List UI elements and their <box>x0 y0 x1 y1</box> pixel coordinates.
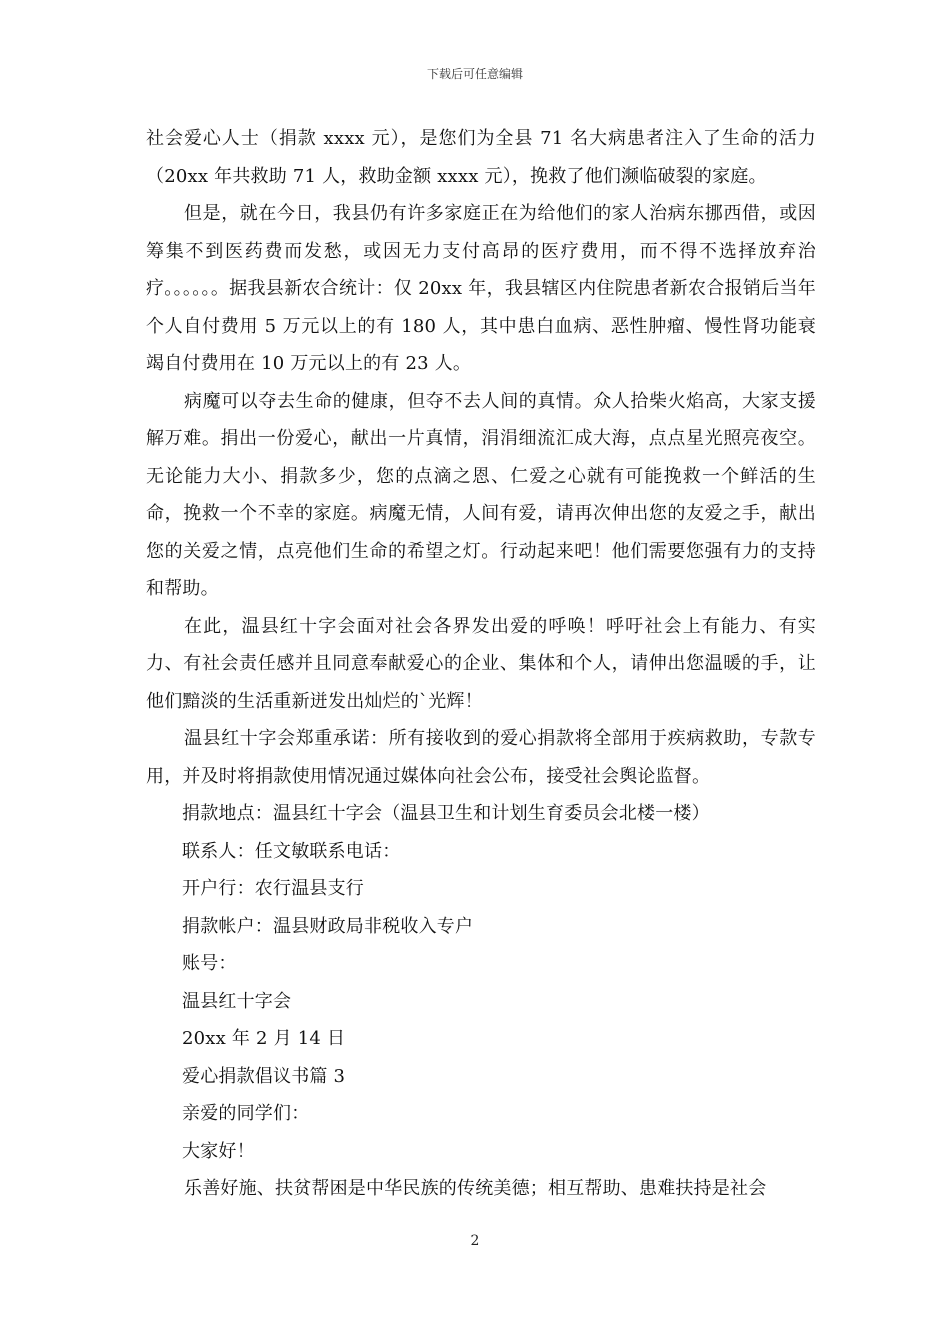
donation-location: 捐款地点：温县红十字会（温县卫生和计划生育委员会北楼一楼） <box>182 803 710 824</box>
bank-name: 开户行：农行温县支行 <box>182 878 364 899</box>
account-number: 账号： <box>182 953 237 974</box>
page-number: 2 <box>470 1233 480 1249</box>
section-title: 爱心捐款倡议书篇 3 <box>182 1065 346 1087</box>
paragraph-statistics: 但是，就在今日，我县仍有许多家庭正在为给他们的家人治病东挪西借，或因筹集不到医药费而发愁，或因无力支付高昂的医疗费用，而不得不选择放弃治疗。。。。。。据我县新农合统计：仅 20xx 年，我县辖区内住院患者新农合报销后当年个人自付费用 5 万元以上的有 180 人，其中患白血病、恶性肿瘤、慢性肾功能衰竭自付费用在 10 万元以上的有 23 人。 <box>146 203 816 374</box>
paragraph-donors: 社会爱心人士（捐款 xxxx 元），是您们为全县 71 名大病患者注入了生命的活力（20xx 年共救助 71 人，救助金额 xxxx 元），挽救了他们濒临破裂的家庭。 <box>146 128 816 187</box>
donation-account: 捐款帐户：温县财政局非税收入专户 <box>182 915 474 937</box>
salutation: 亲爱的同学们： <box>182 1103 310 1124</box>
greeting: 大家好！ <box>182 1140 255 1162</box>
paragraph-tradition: 乐善好施、扶贫帮困是中华民族的传统美德；相互帮助、患难扶持是社会 <box>184 1178 767 1199</box>
paragraph-call: 在此，温县红十字会面对社会各界发出爱的呼唤！呼吁社会上有能力、有实力、有社会责任感并且同意奉献爱心的企业、集体和个人，请伸出您温暖的手，让他们黯淡的生活重新迸发出灿烂的`光辉！ <box>146 615 816 712</box>
signature-organization: 温县红十字会 <box>182 990 292 1012</box>
page-header: 下载后可任意编辑 <box>426 67 523 81</box>
contact-person: 联系人：任文敏联系电话： <box>182 840 401 862</box>
paragraph-promise: 温县红十字会郑重承诺：所有接收到的爱心捐款将全部用于疾病救助，专款专用，并及时将捐款使用情况通过媒体向社会公布，接受社会舆论监督。 <box>146 728 816 787</box>
paragraph-appeal: 病魔可以夺去生命的健康，但夺不去人间的真情。众人拾柴火焰高，大家支援解万难。捐出一份爱心，献出一片真情，涓涓细流汇成大海，点点星光照亮夜空。无论能力大小、捐款多少，您的点滴之恩、仁爱之心就有可能挽救一个鲜活的生命，挽救一个不幸的家庭。病魔无情，人间有爱，请再次伸出您的友爱之手，献出您的关爱之情，点亮他们生命的希望之灯。行动起来吧！他们需要您强有力的支持和帮助。 <box>146 390 816 599</box>
signature-date: 20xx 年 2 月 14 日 <box>182 1028 346 1049</box>
document-body <box>146 120 816 1208</box>
